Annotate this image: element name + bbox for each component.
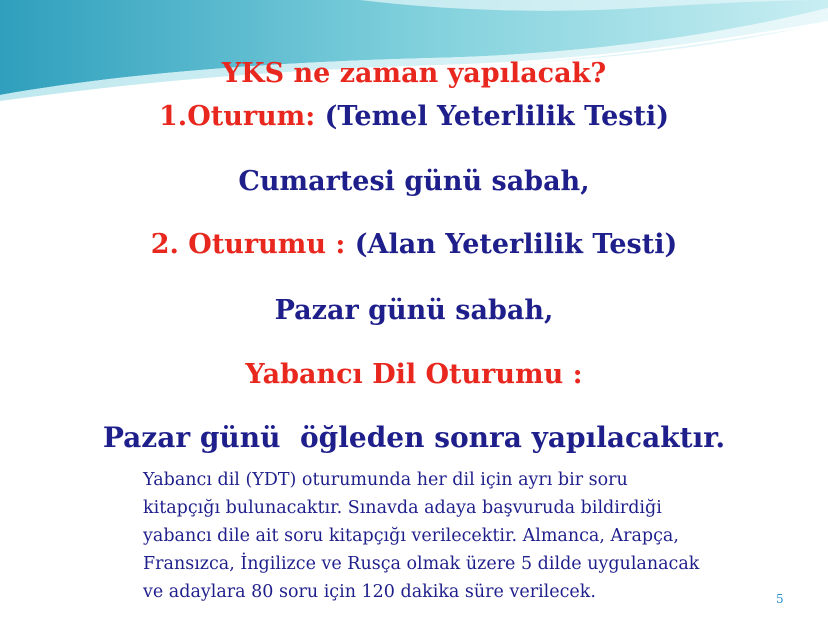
session2-time: Pazar günü sabah, — [274, 295, 554, 326]
slide-title: YKS ne zaman yapılacak? — [221, 58, 607, 89]
session1-time: Cumartesi günü sabah, — [238, 166, 590, 197]
session2-label: 2. Oturumu : — [150, 229, 346, 260]
language-session-time: Pazar günü öğleden sonra yapılacaktır. — [102, 421, 726, 454]
session2-detail: (Alan Yeterlilik Testi) — [354, 229, 678, 260]
session2-heading — [0, 229, 828, 260]
decorative-wave-header — [0, 0, 828, 110]
info-paragraph: Yabancı dil (YDT) oturumunda her dil için ayrı bir soru kitapçığı bulunacaktır. Sınavda adaya başvuruda bildirdiği yabancı dile ait soru kitapçığı verilecektir. Almanca, Arapça, Fransızca, İngilizce ve Rusça olmak üzere 5 dilde uygulanacak ve adaylara 80 soru için 120 dakika süre verilecek. — [143, 470, 700, 602]
language-session-label: Yabancı Dil Oturumu : — [245, 359, 583, 390]
session1-heading — [0, 101, 828, 132]
session1-label: 1.Oturum: — [159, 101, 316, 132]
page-number: 5 — [776, 592, 784, 606]
session1-detail: (Temel Yeterlilik Testi) — [324, 101, 669, 132]
